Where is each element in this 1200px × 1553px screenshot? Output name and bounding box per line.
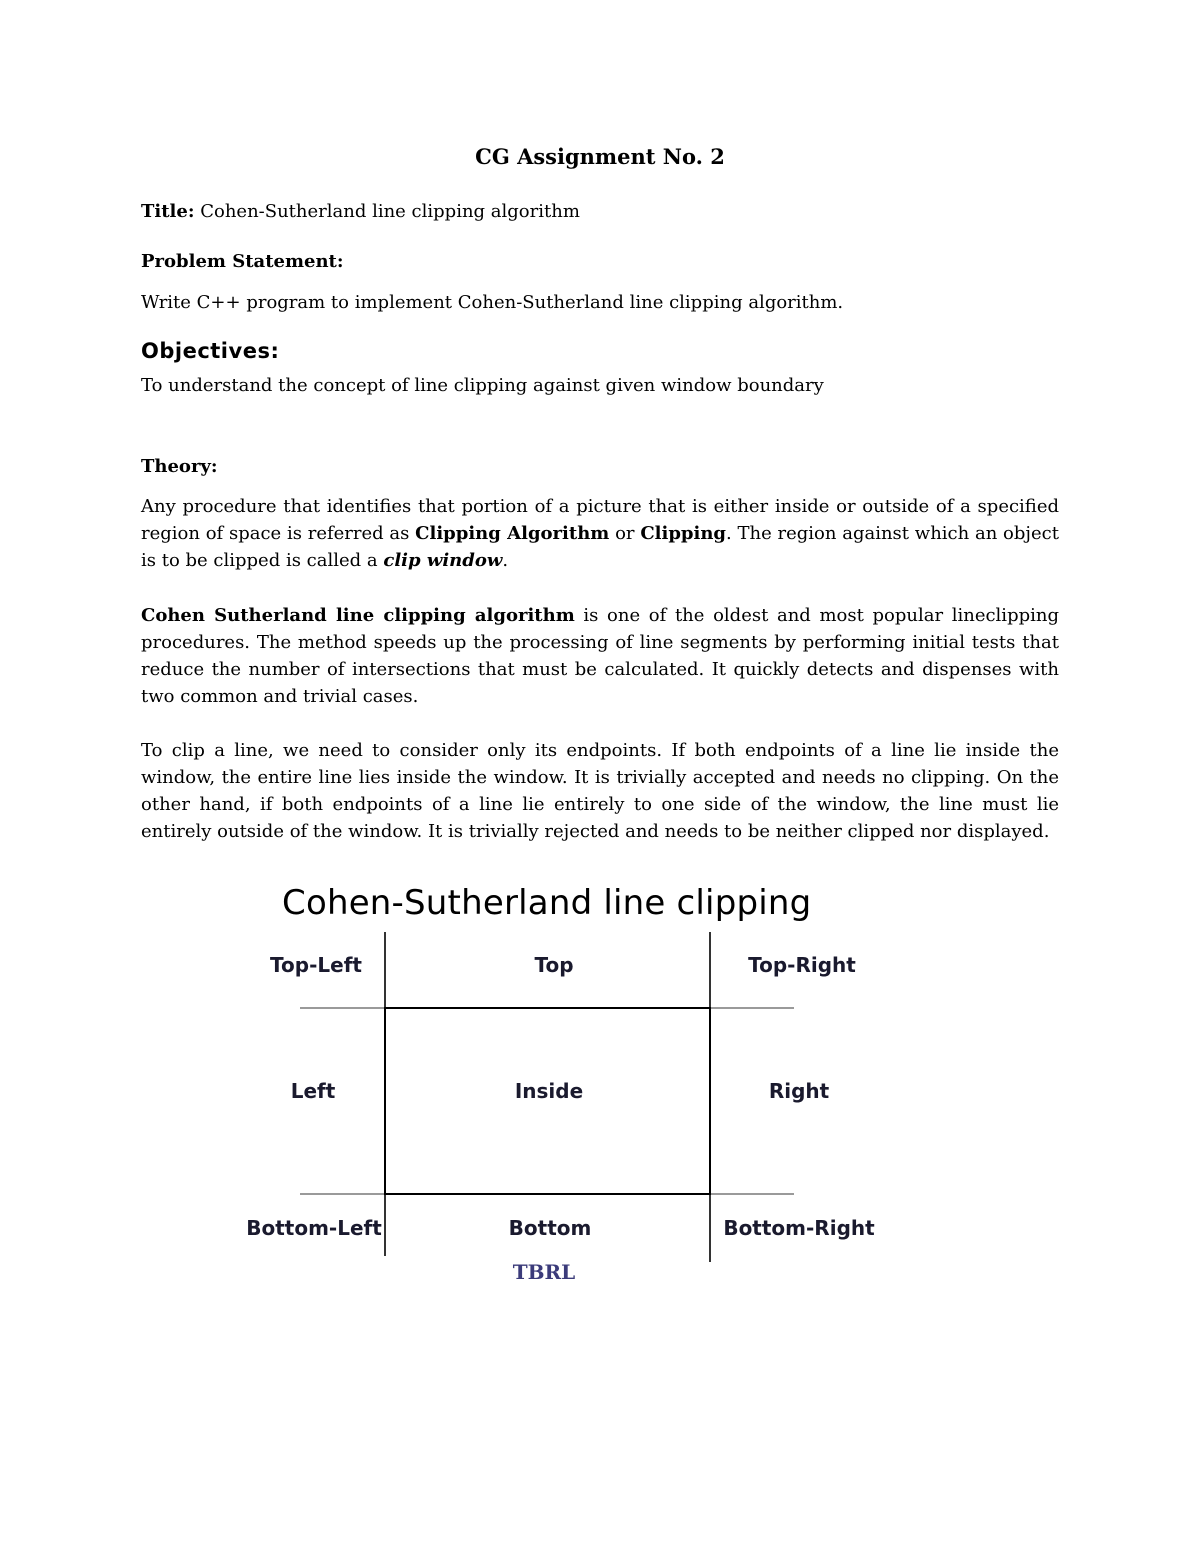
theory-paragraph-1: Any procedure that identifies that portion of a picture that is either inside or outside of a specified region of space is referred as Clipping Algorithm or Clipping. The region against which an object is to be clipped is called a clip window. [141, 496, 1059, 571]
page-title: CG Assignment No. 2 [475, 144, 725, 169]
region-right: Right [768, 1079, 830, 1103]
region-top-left: Top-Left [270, 953, 362, 977]
diagram-caption: TBRL [512, 1260, 576, 1284]
title-label: Title: [141, 201, 195, 222]
objectives-heading: Objectives: [141, 339, 280, 363]
title-text: Cohen-Sutherland line clipping algorithm [200, 201, 580, 222]
region-inside: Inside [514, 1079, 584, 1103]
problem-heading: Problem Statement: [141, 251, 344, 272]
term-clipping: Clipping [640, 523, 726, 544]
title-line [141, 198, 1059, 225]
region-bottom-left: Bottom-Left [246, 1216, 382, 1240]
diagram-title: Cohen-Sutherland line clipping [282, 883, 812, 923]
term-cohen-sutherland: Cohen Sutherland line clipping algorithm [141, 605, 575, 626]
region-left: Left [290, 1079, 336, 1103]
region-top: Top [534, 953, 574, 977]
region-bottom-right: Bottom-Right [723, 1216, 875, 1240]
term-clipping-algorithm: Clipping Algorithm [415, 523, 610, 544]
region-bottom: Bottom [508, 1216, 592, 1240]
term-clip-window: clip window [383, 550, 503, 571]
theory-heading: Theory: [141, 456, 218, 477]
problem-text: Write C++ program to implement Cohen-Sutherland line clipping algorithm. [141, 292, 844, 313]
theory-paragraph-2: Cohen Sutherland line clipping algorithm is one of the oldest and most popular lineclipping procedures. The method speeds up the processing of line segments by performing initial tests that reduce the number of intersections that must be calculated. It quickly detects and dispenses with two common and trivial cases. [141, 605, 1059, 707]
objectives-text: To understand the concept of line clipping against given window boundary [141, 375, 824, 396]
region-top-right: Top-Right [748, 953, 856, 977]
theory-paragraph-3: To clip a line, we need to consider only its endpoints. If both endpoints of a line lie inside the window, the entire line lies inside the window. It is trivially accepted and needs no clipping. On the other hand, if both endpoints of a line lie entirely to one side of the window, the line must lie entirely outside of the window. It is trivially rejected and needs to be neither clipped nor displayed. [141, 740, 1059, 842]
